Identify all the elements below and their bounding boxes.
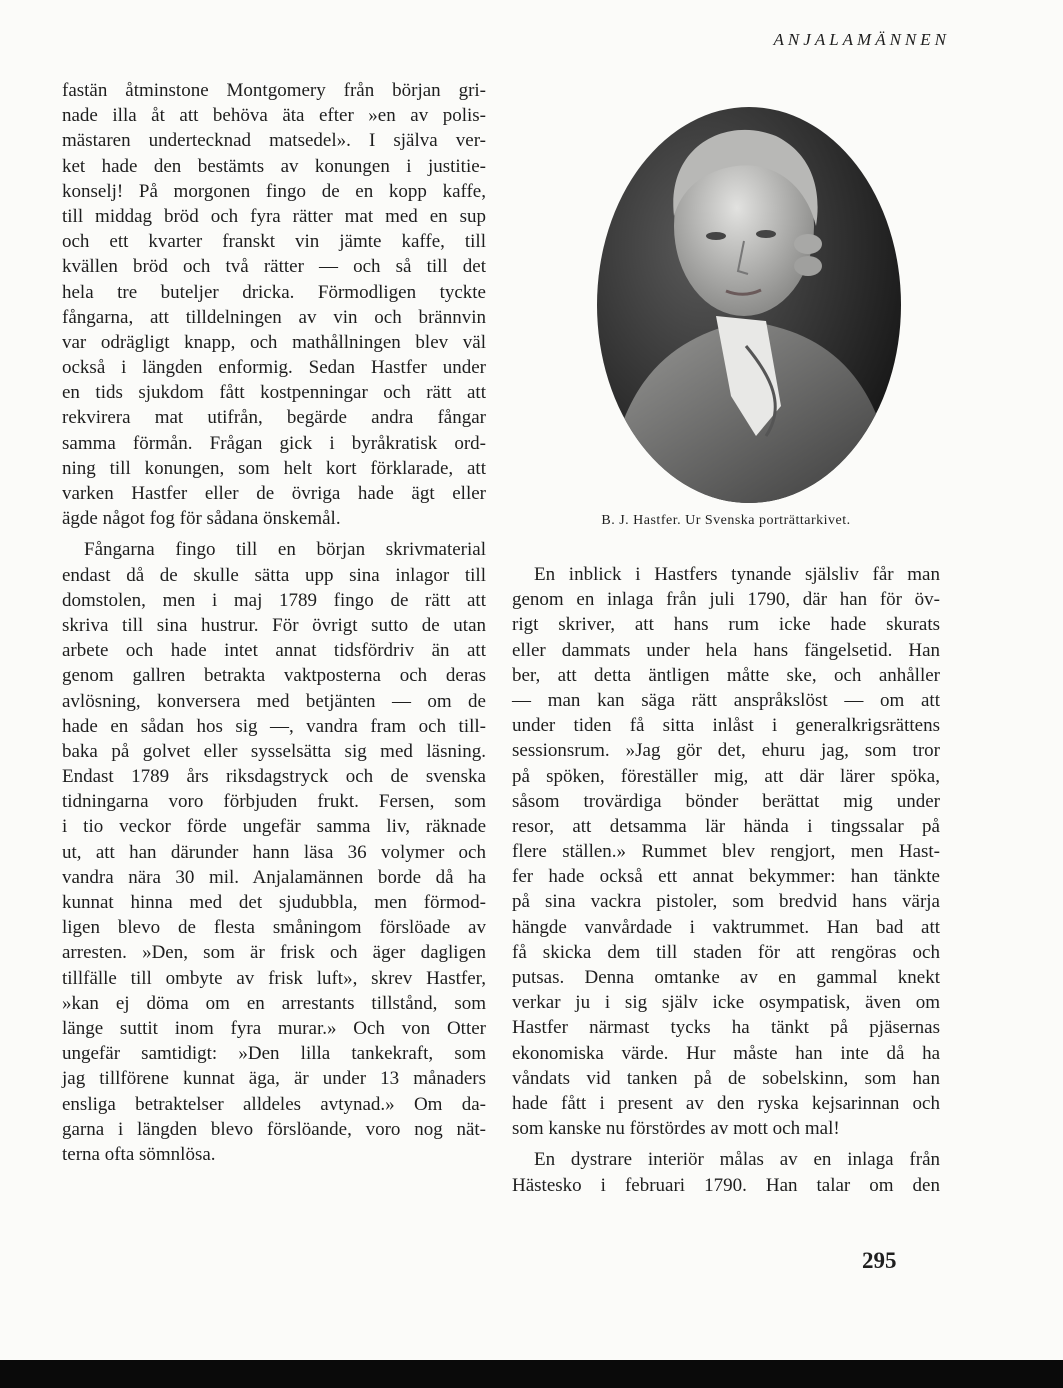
- text-line: En dystrare interiör målas av en inlaga från: [534, 1149, 940, 1171]
- text-line: till middag bröd och fyra rätter mat med en sup: [62, 205, 486, 227]
- text-line: också i längden enformig. Sedan Hastfer under: [62, 357, 486, 379]
- text-line: En inblick i Hastfers tynande själsliv får man: [534, 564, 940, 585]
- text-line: kunnat hinna med det sjudubbla, men förmod-: [62, 892, 486, 913]
- text-line: endast då de skulle sätta upp sina inlagor till: [62, 564, 486, 586]
- text-line: vandra nära 30 mil. Anjalamännen borde då ha: [62, 866, 486, 888]
- text-line: jag tillförene kunnat äga, är under 13 månaders: [62, 1068, 486, 1090]
- text-line: ber, att detta äntligen måtte ske, och anhåller: [512, 664, 940, 686]
- text-line: putsas. Denna omtanke av en gammal knekt: [512, 967, 940, 988]
- text-line: baka på golvet eller sysselsätta sig med läsning.: [62, 740, 486, 762]
- text-line: fastän åtminstone Montgomery från början gri-: [62, 80, 486, 101]
- text-line: och ett kvarter franskt vin jämte kaffe, till: [62, 231, 486, 253]
- text-line: hade fått i present av den ryska kejsarinnan och: [512, 1092, 940, 1114]
- text-line: konselj! På morgonen fingo de en kopp kaffe,: [62, 180, 486, 202]
- text-line: garna i längden blevo förslöande, voro nog nät-: [62, 1118, 486, 1140]
- figure-caption: B. J. Hastfer. Ur Svenska porträttarkivet.: [601, 513, 851, 528]
- paragraph: [512, 1147, 940, 1197]
- text-line: ekonomiska värde. Hur måste han inte då ha: [512, 1042, 940, 1064]
- text-line: våndats vid tanken på de sobelskinn, som han: [512, 1067, 940, 1089]
- text-line: fer hade också ett annat bekymmer: han tänkte: [512, 866, 940, 888]
- text-line: Endast 1789 års riksdagstryck och de svenska: [62, 766, 486, 788]
- text-line: terna ofta sömnlösa.: [62, 1143, 216, 1165]
- text-line: ungefär samtidigt: »Den lilla tankekraft, som: [62, 1043, 486, 1065]
- text-line: en tids sjukdom fått kostpenningar och rätt att: [62, 382, 486, 404]
- portrait-image: [596, 106, 902, 504]
- text-line: ägde något fog för sådana önskemål.: [62, 508, 341, 530]
- running-header: ANJALAMÄNNEN: [773, 30, 950, 49]
- text-line: domstolen, men i maj 1789 fingo de rätt att: [62, 589, 486, 611]
- text-line: avlösning, konversera med betjänten — om de: [62, 690, 486, 712]
- text-line: i tio veckor förde ungefär samma liv, räknade: [62, 816, 486, 838]
- text-line: arresten. »Den, som är frisk och äger dagligen: [62, 942, 486, 964]
- text-line: genom gallren betrakta vaktposterna och deras: [62, 665, 486, 687]
- text-line: var odrägligt knapp, och mathållningen blev väl: [62, 331, 486, 353]
- text-line: under tiden få sitta inlåst i generalkrigsrättens: [512, 715, 940, 737]
- text-line: ning till konungen, som helt kort förklarade, att: [62, 457, 486, 479]
- text-line: arbete och hade intet annat tidsfördriv än att: [62, 640, 486, 662]
- text-line: genom en inlaga från juli 1790, där han för öv-: [512, 589, 940, 611]
- text-line: hängde vanvårdade i vaktrummet. Han bad att: [512, 916, 940, 938]
- paragraph: [512, 562, 940, 1141]
- text-line: mästaren undertecknad matsedel». I själva ver-: [62, 130, 486, 152]
- text-line: rigt skriver, att hans rum icke hade skurats: [512, 614, 940, 636]
- text-line: samma förmån. Frågan gick i byråkratisk ord-: [62, 432, 486, 454]
- text-line: flere ställen.» Rummet blev rengjort, men Hast-: [512, 841, 940, 863]
- text-line: fångarna, att tilldelningen av vin och brännvin: [62, 306, 486, 328]
- text-line: »kan ej döma om en arrestants tillstånd, som: [62, 992, 486, 1014]
- text-line: tidningarna voro förbjuden frukt. Fersen, som: [62, 791, 486, 813]
- right-column: [512, 562, 940, 1204]
- text-line: ensliga betraktelser alldeles avtynad.» Om da-: [62, 1093, 486, 1115]
- text-line: rekvirera mat utifrån, begärde andra fångar: [62, 407, 486, 429]
- text-line: hela tre buteljer dricka. Förmodligen tyckte: [62, 281, 486, 303]
- text-line: ligen blevo de flesta småningom förslöade av: [62, 917, 486, 939]
- text-line: resor, att detsamma lär hända i tingssalar på: [512, 815, 940, 837]
- text-line: eller dammats under hela hans fängelsetid. Han: [512, 639, 940, 661]
- text-line: varken Hastfer eller de övriga hade ägt eller: [62, 483, 486, 504]
- text-line: ut, att han därunder hann läsa 36 volymer och: [62, 841, 486, 863]
- text-line: skriva till sina hustrur. För övrigt sutto de utan: [62, 614, 486, 636]
- text-line: Hastfer närmast tycks ha tänkt på pjäsernas: [512, 1017, 940, 1039]
- text-line: Fångarna fingo till en början skrivmaterial: [84, 539, 486, 561]
- text-line: kvällen bröd och två rätter — och så till det: [62, 256, 486, 278]
- text-line: ket hade den bestämts av konungen i justitie-: [62, 155, 486, 177]
- page-number: 295: [862, 1248, 897, 1273]
- text-line: hade en sådan hos sig —, vandra fram och till-: [62, 715, 486, 737]
- text-line: få skicka dem till staden för att rengöras och: [512, 941, 940, 963]
- paragraph: [62, 537, 486, 1167]
- scan-edge-bar: [0, 1360, 1063, 1388]
- left-column: [62, 78, 486, 1173]
- text-line: verkar ju i sig själv icke osympatisk, även om: [512, 992, 940, 1014]
- text-line: Hästesko i februari 1790. Han talar om den: [512, 1174, 940, 1196]
- text-line: nade illa åt att behöva äta efter »en av polis-: [62, 105, 486, 127]
- text-line: tillfälle till ombyte av frisk luft», skrev Hastfer,: [62, 967, 486, 989]
- text-line: länge suttit inom fyra murar.» Och von Otter: [62, 1017, 486, 1039]
- portrait-hastfer-illustration: [596, 106, 902, 504]
- text-line: — man kan säga rätt anspråkslöst — om att: [512, 689, 940, 711]
- text-line: som kanske nu förstördes av mott och mal!: [512, 1118, 840, 1140]
- paragraph: [62, 78, 486, 531]
- text-line: på sina vackra pistoler, som bredvid hans värja: [512, 891, 940, 913]
- text-line: på spöken, föreställer mig, att där lärer spöka,: [512, 765, 940, 787]
- text-line: såsom trovärdiga bönder berättat mig under: [512, 790, 940, 812]
- text-line: sessionsrum. »Jag gör det, ehuru jag, som tror: [512, 740, 940, 762]
